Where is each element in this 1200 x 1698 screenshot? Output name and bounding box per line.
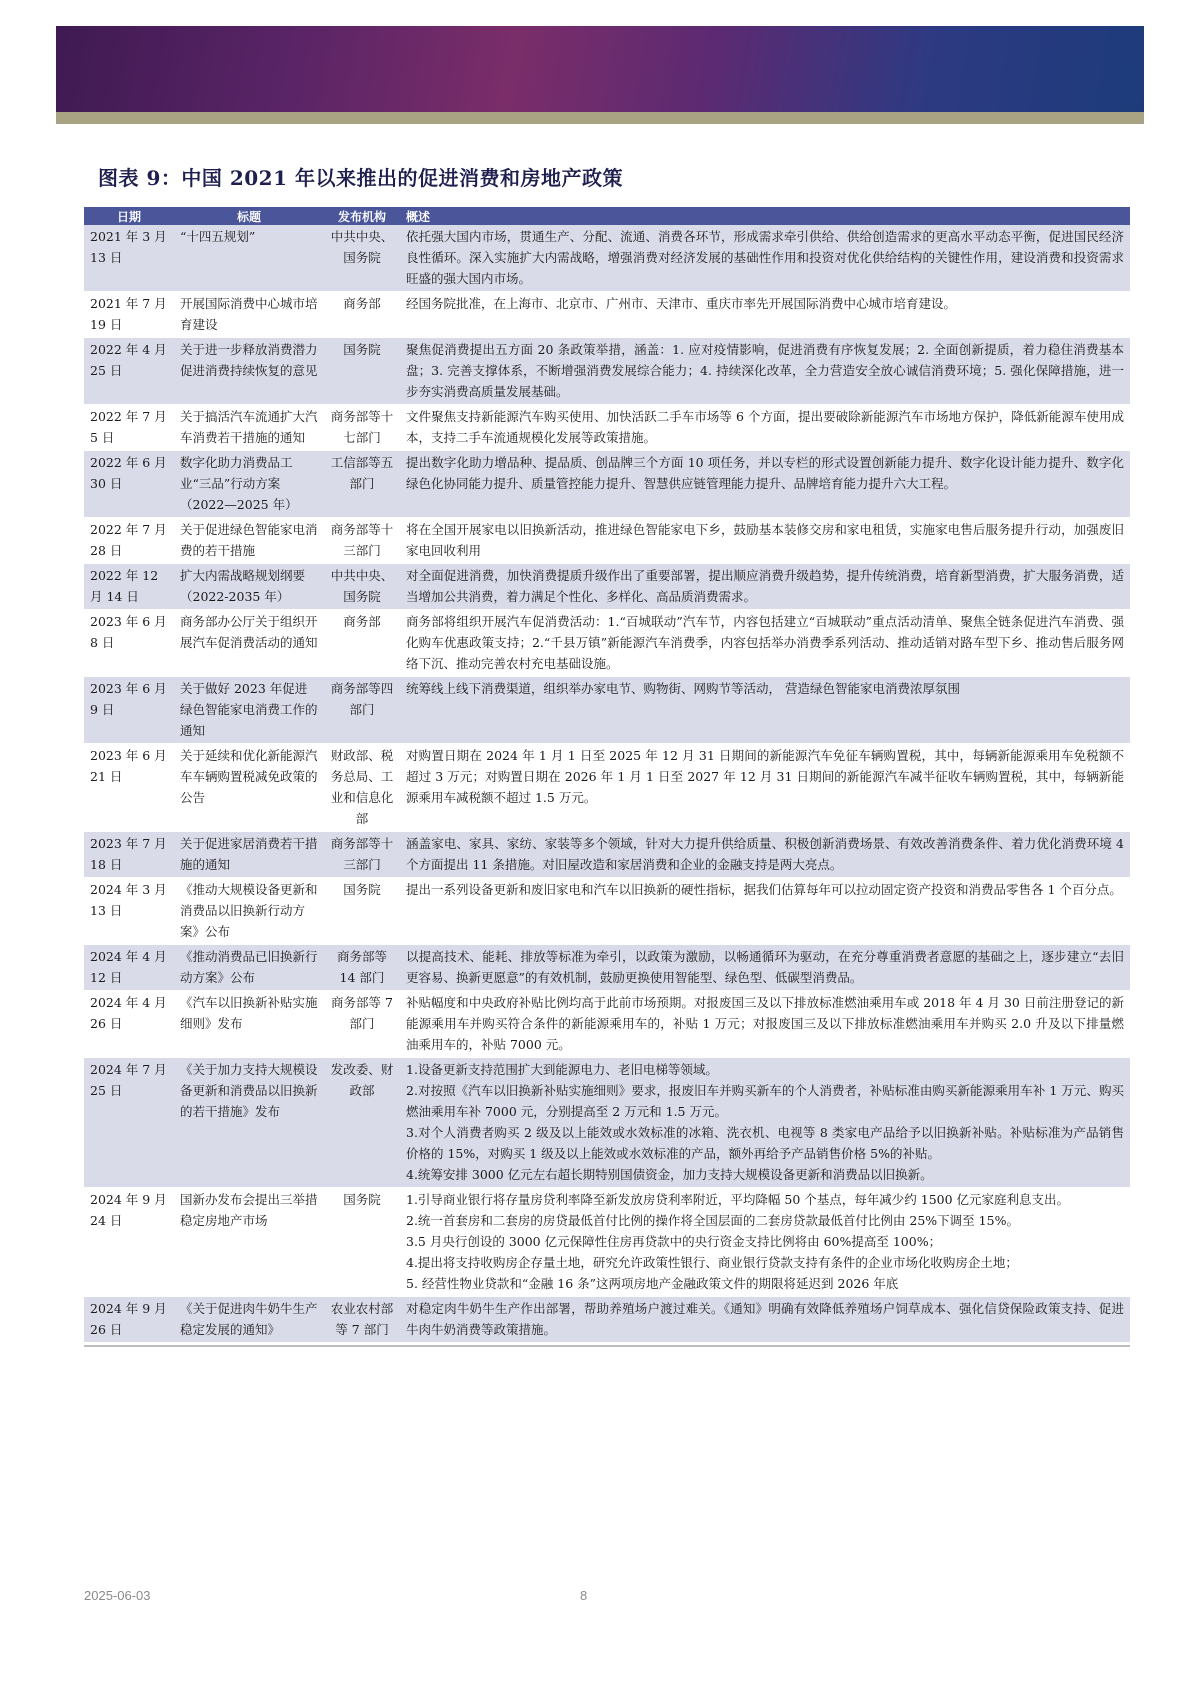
header-summary: 概述 xyxy=(400,207,1130,225)
cell-title: 关于搞活汽车流通扩大汽车消费若干措施的通知 xyxy=(174,405,324,451)
summary-line: 涵盖家电、家具、家纺、家装等多个领域，针对大力提升供给质量、积极创新消费场景、有效改善消费条件、着力优化消费环境 4 个方面提出 11 条措施。对旧屋改造和家居消费和企业的金融支持是两大亮点。 xyxy=(406,836,1124,872)
cell-org: 商务部等十三部门 xyxy=(324,832,400,878)
cell-date: 2021 年 3 月 13 日 xyxy=(84,225,174,292)
cell-org: 商务部等十三部门 xyxy=(324,518,400,564)
cell-date: 2024 年 4 月 26 日 xyxy=(84,991,174,1058)
cell-summary xyxy=(400,1058,1130,1188)
cell-summary xyxy=(400,225,1130,292)
table-row xyxy=(84,878,1130,945)
cell-date: 2024 年 3 月 13 日 xyxy=(84,878,174,945)
summary-line: 2.对按照《汽车以旧换新补贴实施细则》要求，报废旧车并购买新车的个人消费者，补贴标准由购买新能源乘用车补 1 万元、购买燃油乘用车补 7000 元，分别提高至 2 万元和 1.5 万元。 xyxy=(406,1083,1124,1119)
footer-date: 2025-06-03 xyxy=(84,1588,151,1603)
table-row xyxy=(84,945,1130,991)
cell-org: 工信部等五部门 xyxy=(324,451,400,518)
cell-title: 《关于促进肉牛奶牛生产稳定发展的通知》 xyxy=(174,1297,324,1343)
summary-line: 对稳定肉牛奶牛生产作出部署，帮助养殖场户渡过难关。《通知》明确有效降低养殖场户饲草成本、强化信贷保险政策支持、促进牛肉牛奶消费等政策措施。 xyxy=(406,1301,1124,1337)
header-date: 日期 xyxy=(84,207,174,225)
summary-line: 提出数字化助力增品种、提品质、创品牌三个方面 10 项任务，并以专栏的形式设置创新能力提升、数字化设计能力提升、数字化绿色化协同能力提升、质量管控能力提升、智慧供应链管理能力提升、品牌培育能力提升六大工程。 xyxy=(406,455,1124,491)
cell-title: 关于促进绿色智能家电消费的若干措施 xyxy=(174,518,324,564)
cell-org: 国务院 xyxy=(324,878,400,945)
cell-summary xyxy=(400,878,1130,945)
table-row xyxy=(84,1297,1130,1343)
summary-line: 文件聚焦支持新能源汽车购买使用、加快活跃二手车市场等 6 个方面，提出要破除新能源汽车市场地方保护，降低新能源车使用成本，支持二手车流通规模化发展等政策措施。 xyxy=(406,409,1124,445)
summary-line: 4.统筹安排 3000 亿元左右超长期特别国债资金，加力支持大规模设备更新和消费品以旧换新。 xyxy=(406,1167,933,1182)
cell-date: 2021 年 7 月 19 日 xyxy=(84,292,174,338)
policy-table xyxy=(84,207,1130,1343)
summary-line: 经国务院批准，在上海市、北京市、广州市、天津市、重庆市率先开展国际消费中心城市培育建设。 xyxy=(406,296,957,311)
cell-org: 财政部、税务总局、工业和信息化部 xyxy=(324,744,400,832)
cell-date: 2024 年 9 月 24 日 xyxy=(84,1188,174,1297)
cell-summary xyxy=(400,610,1130,677)
cell-summary xyxy=(400,451,1130,518)
cell-org: 国务院 xyxy=(324,338,400,405)
cell-title: 扩大内需战略规划纲要（2022-2035 年） xyxy=(174,564,324,610)
cell-org: 商务部等四部门 xyxy=(324,677,400,744)
cell-title: 数字化助力消费品工业“三品”行动方案（2022—2025 年） xyxy=(174,451,324,518)
table-row xyxy=(84,832,1130,878)
table-row xyxy=(84,991,1130,1058)
cell-title: 国新办发布会提出三举措稳定房地产市场 xyxy=(174,1188,324,1297)
table-bottom-rule xyxy=(84,1345,1130,1347)
header-title: 标题 xyxy=(174,207,324,225)
summary-line: 3.5 月央行创设的 3000 亿元保障性住房再贷款中的央行资金支持比例将由 60%提高至 100%； xyxy=(406,1234,942,1249)
summary-line: 提出一系列设备更新和废旧家电和汽车以旧换新的硬性指标，据我们估算每年可以拉动固定资产投资和消费品零售各 1 个百分点。 xyxy=(406,882,1122,897)
cell-org: 商务部 xyxy=(324,292,400,338)
table-row xyxy=(84,610,1130,677)
cell-summary xyxy=(400,338,1130,405)
cell-date: 2024 年 7 月 25 日 xyxy=(84,1058,174,1188)
cell-summary xyxy=(400,1188,1130,1297)
cell-summary xyxy=(400,744,1130,832)
cell-summary xyxy=(400,677,1130,744)
cell-summary xyxy=(400,292,1130,338)
summary-line: 1.设备更新支持范围扩大到能源电力、老旧电梯等领域。 xyxy=(406,1062,718,1077)
cell-summary xyxy=(400,518,1130,564)
cell-title: 关于促进家居消费若干措施的通知 xyxy=(174,832,324,878)
table-row xyxy=(84,518,1130,564)
cell-title: 商务部办公厅关于组织开展汽车促消费活动的通知 xyxy=(174,610,324,677)
table-row xyxy=(84,1058,1130,1188)
table-row xyxy=(84,744,1130,832)
cell-title: 《关于加力支持大规模设备更新和消费品以旧换新的若干措施》发布 xyxy=(174,1058,324,1188)
summary-line: 对全面促进消费，加快消费提质升级作出了重要部署，提出顺应消费升级趋势，提升传统消费，培育新型消费，扩大服务消费，适当增加公共消费，着力满足个性化、多样化、高品质消费需求。 xyxy=(406,568,1124,604)
cell-title: “十四五规划” xyxy=(174,225,324,292)
header-org: 发布机构 xyxy=(324,207,400,225)
cell-date: 2024 年 9 月 26 日 xyxy=(84,1297,174,1343)
summary-line: 对购置日期在 2024 年 1 月 1 日至 2025 年 12 月 31 日期间的新能源汽车免征车辆购置税，其中，每辆新能源乘用车免税额不超过 3 万元；对购置日期在 2026 年 1 月 1 日至 2027 年 12 月 31 日期间的新能源汽车减半征收车辆购置税，其中，每辆新能源乘用车减税额不超过 1.5 万元。 xyxy=(406,748,1124,805)
table-row xyxy=(84,677,1130,744)
page-number: 8 xyxy=(580,1588,588,1603)
header-banner xyxy=(56,26,1144,112)
cell-date: 2023 年 6 月 21 日 xyxy=(84,744,174,832)
summary-line: 4.提出将支持收购房企存量土地，研究允许政策性银行、商业银行贷款支持有条件的企业市场化收购房企土地； xyxy=(406,1255,1018,1270)
figure-title: 图表 9：中国 2021 年以来推出的促进消费和房地产政策 xyxy=(98,166,623,190)
table-row xyxy=(84,564,1130,610)
cell-date: 2023 年 7 月 18 日 xyxy=(84,832,174,878)
cell-summary xyxy=(400,991,1130,1058)
summary-line: 补贴幅度和中央政府补贴比例均高于此前市场预期。对报废国三及以下排放标准燃油乘用车或 2018 年 4 月 30 日前注册登记的新能源乘用车并购买符合条件的新能源乘用车的，补贴 1 万元；对报废国三及以下排放标准燃油乘用车并购买 2.0 升及以下排量燃油乘用车的，补贴 7000 元。 xyxy=(406,995,1124,1052)
cell-title: 关于进一步释放消费潜力促进消费持续恢复的意见 xyxy=(174,338,324,405)
cell-date: 2022 年 6 月 30 日 xyxy=(84,451,174,518)
summary-line: 依托强大国内市场，贯通生产、分配、流通、消费各环节，形成需求牵引供给、供给创造需求的更高水平动态平衡，促进国民经济良性循环。深入实施扩大内需战略，增强消费对经济发展的基础性作用和投资对优化供给结构的关键性作用，建设消费和投资需求旺盛的强大国内市场。 xyxy=(406,229,1124,286)
cell-org: 发改委、财政部 xyxy=(324,1058,400,1188)
summary-line: 1.引导商业银行将存量房贷利率降至新发放房贷利率附近，平均降幅 50 个基点，每年减少约 1500 亿元家庭利息支出。 xyxy=(406,1192,1070,1207)
cell-title: 关于延续和优化新能源汽车车辆购置税减免政策的公告 xyxy=(174,744,324,832)
summary-line: 将在全国开展家电以旧换新活动，推进绿色智能家电下乡，鼓励基本装修交房和家电租赁，实施家电售后服务提升行动，加强废旧家电回收利用 xyxy=(406,522,1124,558)
summary-line: 统筹线上线下消费渠道，组织举办家电节、购物街、网购节等活动， 营造绿色智能家电消费浓厚氛围 xyxy=(406,681,960,696)
summary-line: 聚焦促消费提出五方面 20 条政策举措，涵盖：1. 应对疫情影响，促进消费有序恢复发展；2. 全面创新提质，着力稳住消费基本盘；3. 完善支撑体系，不断增强消费发展综合能力；4. 持续深化改革，全力营造安全放心诚信消费环境；5. 强化保障措施，进一步夯实消费高质量发展基础。 xyxy=(406,342,1124,399)
cell-org: 中共中央、国务院 xyxy=(324,225,400,292)
header-stripe xyxy=(56,112,1144,124)
cell-summary xyxy=(400,564,1130,610)
cell-org: 中共中央、国务院 xyxy=(324,564,400,610)
table-row xyxy=(84,405,1130,451)
cell-org: 农业农村部等 7 部门 xyxy=(324,1297,400,1343)
summary-line: 商务部将组织开展汽车促消费活动：1.“百城联动”汽车节，内容包括建立“百城联动”重点活动清单、聚焦全链条促进汽车消费、强化购车优惠政策支持；2.“千县万镇”新能源汽车消费季，内容包括举办消费季系列活动、推动适销对路车型下乡、推动售后服务网络下沉、推动完善农村充电基础设施。 xyxy=(406,614,1124,671)
cell-org: 商务部等 7 部门 xyxy=(324,991,400,1058)
table-row xyxy=(84,451,1130,518)
summary-line: 2.统一首套房和二套房的房贷最低首付比例的操作将全国层面的二套房贷款最低首付比例由 25%下调至 15%。 xyxy=(406,1213,1019,1228)
cell-date: 2024 年 4 月 12 日 xyxy=(84,945,174,991)
cell-title: 关于做好 2023 年促进绿色智能家电消费工作的通知 xyxy=(174,677,324,744)
cell-org: 商务部 xyxy=(324,610,400,677)
cell-date: 2022 年 7 月 28 日 xyxy=(84,518,174,564)
summary-line: 以提高技术、能耗、排放等标准为牵引，以政策为激励，以畅通循环为驱动，在充分尊重消费者意愿的基础之上，逐步建立“去旧更容易、换新更愿意”的有效机制，鼓励更换使用智能型、绿色型、低碳型消费品。 xyxy=(406,949,1124,985)
cell-org: 国务院 xyxy=(324,1188,400,1297)
cell-date: 2022 年 4 月 25 日 xyxy=(84,338,174,405)
cell-date: 2023 年 6 月 8 日 xyxy=(84,610,174,677)
cell-title: 《汽车以旧换新补贴实施细则》发布 xyxy=(174,991,324,1058)
table-row xyxy=(84,292,1130,338)
summary-line: 5. 经营性物业贷款和“金融 16 条”这两项房地产金融政策文件的期限将延迟到 2026 年底 xyxy=(406,1276,899,1291)
cell-summary xyxy=(400,832,1130,878)
cell-org: 商务部等十七部门 xyxy=(324,405,400,451)
table-row xyxy=(84,225,1130,292)
cell-summary xyxy=(400,1297,1130,1343)
cell-org: 商务部等 14 部门 xyxy=(324,945,400,991)
summary-line: 3.对个人消费者购买 2 级及以上能效或水效标准的冰箱、洗衣机、电视等 8 类家电产品给予以旧换新补贴。补贴标准为产品销售价格的 15%，对购买 1 级及以上能效或水效标准的产品，额外再给予产品销售价格 5%的补贴。 xyxy=(406,1125,1124,1161)
cell-date: 2022 年 12 月 14 日 xyxy=(84,564,174,610)
table-row xyxy=(84,338,1130,405)
cell-date: 2023 年 6 月 9 日 xyxy=(84,677,174,744)
table-header-row xyxy=(84,207,1130,225)
cell-title: 《推动消费品已旧换新行动方案》公布 xyxy=(174,945,324,991)
cell-title: 开展国际消费中心城市培育建设 xyxy=(174,292,324,338)
cell-summary xyxy=(400,945,1130,991)
cell-summary xyxy=(400,405,1130,451)
table-row xyxy=(84,1188,1130,1297)
cell-date: 2022 年 7 月 5 日 xyxy=(84,405,174,451)
cell-title: 《推动大规模设备更新和消费品以旧换新行动方案》公布 xyxy=(174,878,324,945)
